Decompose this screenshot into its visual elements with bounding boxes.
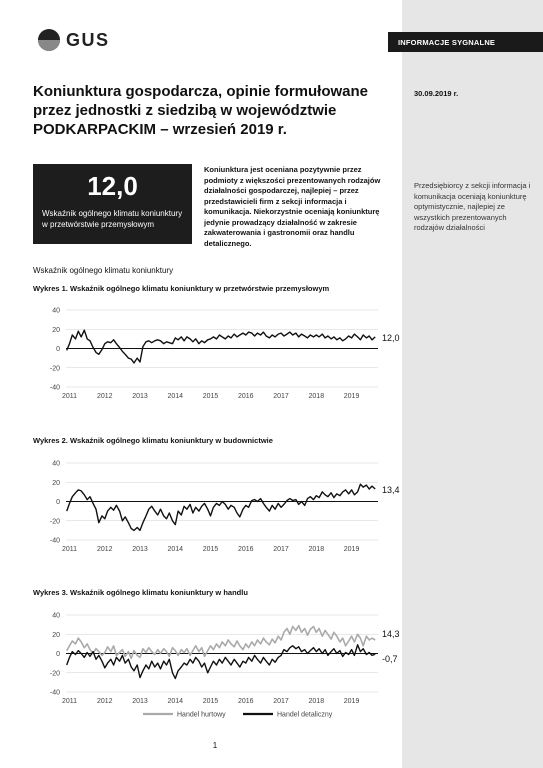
y-tick-label: -40 (49, 689, 60, 697)
x-tick-label: 2019 (343, 546, 360, 553)
legend-label: Handel detaliczny (277, 711, 333, 719)
x-tick-label: 2016 (238, 698, 254, 705)
x-tick-label: 2017 (273, 393, 289, 400)
x-tick-label: 2011 (61, 546, 78, 553)
x-tick-label: 2015 (202, 698, 219, 705)
x-tick-label: 2014 (167, 698, 184, 705)
page-number: 1 (212, 741, 218, 750)
x-tick-label: 2018 (308, 393, 325, 400)
legend-label: Handel hurtowy (177, 711, 226, 719)
y-tick-label: 40 (52, 307, 60, 315)
chart-3-title: Wykres 3. Wskaźnik ogólnego klimatu koniunktury w handlu (33, 588, 248, 597)
chart-2-title: Wykres 2. Wskaźnik ogólnego klimatu koniunktury w budownictwie (33, 436, 273, 445)
end-value-label: 12,0 (382, 332, 400, 343)
x-tick-label: 2013 (132, 698, 148, 705)
chart-2 (33, 455, 403, 559)
side-note: Przedsiębiorcy z sekcji informacja i komunikacja oceniają koniunkturę optymistycznie, najlepiej ze wszystkich prezentowanych rodzajów działalności (414, 181, 531, 232)
x-tick-label: 2013 (132, 393, 148, 400)
y-tick-label: -40 (49, 537, 60, 545)
x-tick-label: 2012 (96, 698, 113, 705)
chart-1-title: Wykres 1. Wskaźnik ogólnego klimatu koniunktury w przetwórstwie przemysłowym (33, 284, 330, 293)
x-tick-label: 2011 (61, 393, 78, 400)
series-line (67, 484, 376, 530)
x-tick-label: 2019 (343, 393, 360, 400)
x-tick-label: 2012 (96, 393, 113, 400)
gus-logo (38, 29, 110, 51)
document-type-badge: INFORMACJE SYGNALNE (388, 32, 543, 52)
key-indicator-box (33, 164, 192, 244)
x-tick-label: 2018 (308, 698, 325, 705)
y-tick-label: 0 (56, 346, 60, 353)
y-tick-label: -20 (49, 670, 60, 678)
y-tick-label: 0 (56, 651, 60, 658)
x-tick-label: 2015 (202, 546, 219, 553)
x-tick-label: 2019 (343, 698, 360, 705)
end-value-label: 14,3 (382, 629, 400, 640)
summary-paragraph: Koniunktura jest oceniana pozytywnie przez podmioty z większości prezentowanych rodzajów działalności gospodarczej, najlepiej – przez przedstawicieli firm z sekcji informacja i komunikacja. Niekorzystnie oceniają koniunkturę jedynie prowadzący działalność w zakresie zakwaterowania i gastronomii oraz handlu detalicznego. (204, 165, 381, 248)
y-tick-label: -40 (49, 384, 60, 392)
y-tick-label: 40 (52, 460, 60, 468)
y-tick-label: 40 (52, 612, 60, 620)
y-tick-label: -20 (49, 365, 60, 373)
x-tick-label: 2014 (167, 546, 184, 553)
chart-1 (33, 302, 403, 406)
y-tick-label: 20 (52, 479, 60, 487)
x-tick-label: 2014 (167, 393, 184, 400)
x-tick-label: 2013 (132, 546, 148, 553)
chart-3-svg (33, 607, 403, 719)
end-value-label: 13,4 (382, 484, 400, 495)
x-tick-label: 2017 (273, 546, 289, 553)
page-title: Koniunktura gospodarcza, opinie formułowane przez jednostki z siedzibą w województwie PODKARPACKIM – wrzesień 2019 r. (33, 83, 369, 138)
gus-logo-icon (38, 29, 60, 51)
x-tick-label: 2017 (273, 698, 289, 705)
chart-2-svg (33, 455, 403, 559)
series-line (67, 330, 376, 363)
x-tick-label: 2012 (96, 546, 113, 553)
x-tick-label: 2011 (61, 698, 78, 705)
y-tick-label: 0 (56, 499, 60, 506)
x-tick-label: 2016 (238, 546, 254, 553)
right-sidebar (402, 0, 543, 768)
publication-date: 30.09.2019 r. (414, 89, 459, 98)
x-tick-label: 2018 (308, 546, 325, 553)
series-line (67, 645, 376, 679)
y-tick-label: 20 (52, 326, 60, 334)
y-tick-label: -20 (49, 518, 60, 526)
logo-text: GUS (66, 29, 110, 50)
x-tick-label: 2016 (238, 393, 254, 400)
chart-3 (33, 607, 403, 719)
section-heading: Wskaźnik ogólnego klimatu koniunktury (33, 266, 174, 275)
end-value-label: -0,7 (382, 654, 398, 665)
key-indicator-label: Wskaźnik ogólnego klimatu koniunktury w przetwórstwie przemysłowym (42, 209, 183, 229)
key-indicator-value: 12,0 (87, 171, 138, 201)
x-tick-label: 2015 (202, 393, 219, 400)
y-tick-label: 20 (52, 631, 60, 639)
chart-1-svg (33, 302, 403, 406)
